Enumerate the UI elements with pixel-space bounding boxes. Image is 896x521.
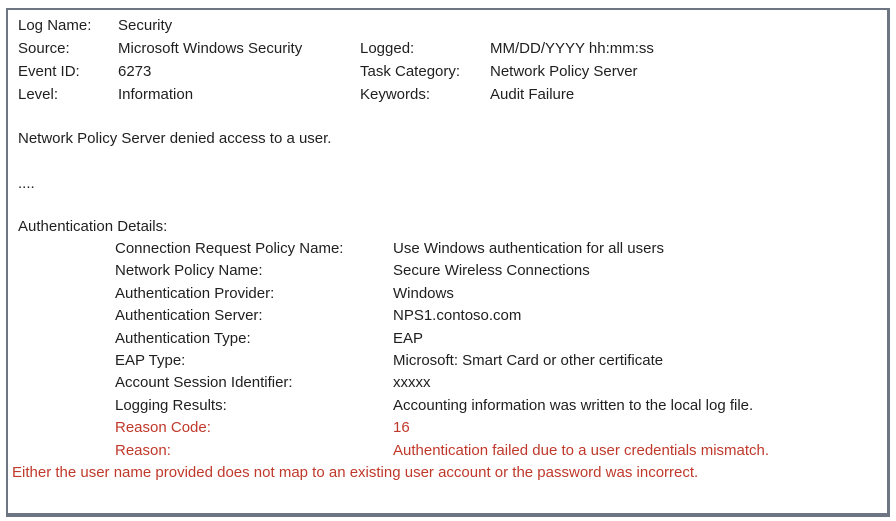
- keywords-label: Keywords:: [360, 86, 431, 103]
- detail-row-connection-request-policy: [18, 238, 879, 260]
- reason-code-value: 16: [393, 419, 410, 437]
- header-row-source: [18, 37, 879, 60]
- event-id-label: Event ID:: [18, 63, 80, 80]
- detail-row-account-session-identifier: [18, 372, 879, 394]
- detail-row-authentication-provider: [18, 283, 879, 305]
- reason-code-label: Reason Code:: [115, 419, 211, 437]
- omitted-content-ellipsis: ....: [18, 175, 35, 192]
- eap-type-value: Microsoft: Smart Card or other certificate: [393, 352, 664, 370]
- detail-row-authentication-type: [18, 328, 879, 350]
- header-row-level: [18, 83, 879, 106]
- source-label: Source:: [18, 40, 70, 57]
- task-category-label: Task Category:: [360, 63, 461, 80]
- detail-row-eap-type: [18, 350, 879, 372]
- header-row-log-name: [18, 14, 879, 37]
- authentication-details-list: [18, 238, 879, 462]
- reason-label: Reason:: [115, 441, 171, 459]
- detail-row-reason: [18, 440, 879, 462]
- reason-explanation-text: Either the user name provided does not map to an existing user account or the password was incorrect.: [12, 464, 699, 482]
- authentication-server-value: NPS1.contoso.com: [393, 307, 522, 325]
- authentication-server-label: Authentication Server:: [115, 307, 263, 325]
- detail-row-network-policy-name: [18, 260, 879, 282]
- event-description: Network Policy Server denied access to a user.: [18, 130, 332, 147]
- detail-row-logging-results: [18, 395, 879, 417]
- account-session-identifier-label: Account Session Identifier:: [115, 374, 293, 392]
- task-category-value: Network Policy Server: [490, 63, 638, 80]
- detail-row-authentication-server: [18, 305, 879, 327]
- authentication-provider-value: Windows: [393, 284, 454, 302]
- connection-request-policy-label: Connection Request Policy Name:: [115, 240, 344, 257]
- header-row-event-id: [18, 60, 879, 83]
- authentication-provider-label: Authentication Provider:: [115, 284, 275, 302]
- connection-request-policy-value: Use Windows authentication for all users: [393, 240, 664, 257]
- keywords-value: Audit Failure: [490, 86, 575, 103]
- authentication-details-heading: Authentication Details:: [18, 218, 168, 235]
- level-value: Information: [118, 86, 194, 103]
- reason-value: Authentication failed due to a user credentials mismatch.: [393, 441, 770, 459]
- event-log-panel: [6, 8, 890, 517]
- network-policy-name-value: Secure Wireless Connections: [393, 262, 590, 280]
- logged-value: MM/DD/YYYY hh:mm:ss: [490, 40, 654, 57]
- authentication-type-label: Authentication Type:: [115, 329, 251, 347]
- log-name-label: Log Name:: [18, 17, 92, 34]
- event-id-value: 6273: [118, 63, 152, 80]
- log-name-value: Security: [118, 17, 173, 34]
- logged-label: Logged:: [360, 40, 415, 57]
- logging-results-label: Logging Results:: [115, 396, 227, 414]
- level-label: Level:: [18, 86, 59, 103]
- network-policy-name-label: Network Policy Name:: [115, 262, 263, 280]
- logging-results-value: Accounting information was written to the local log file.: [393, 396, 754, 414]
- detail-row-reason-code: [18, 417, 879, 439]
- authentication-type-value: EAP: [393, 329, 424, 347]
- eap-type-label: EAP Type:: [115, 352, 186, 370]
- account-session-identifier-value: xxxxx: [393, 374, 431, 392]
- source-value: Microsoft Windows Security: [118, 40, 303, 57]
